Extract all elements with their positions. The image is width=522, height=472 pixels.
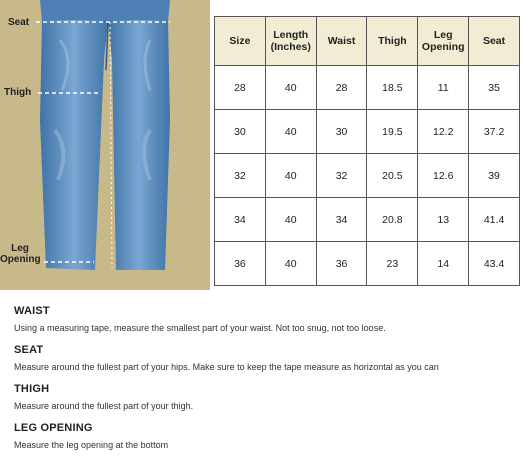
cell-length: 40 bbox=[265, 154, 316, 198]
instruction-title: SEAT bbox=[14, 344, 44, 356]
instruction-thigh bbox=[14, 383, 514, 412]
cell-thigh: 20.8 bbox=[367, 198, 418, 242]
cell-leg-opening: 12.2 bbox=[418, 110, 469, 154]
header-leg-opening bbox=[418, 17, 469, 66]
cell-leg-opening: 11 bbox=[418, 66, 469, 110]
cell-waist: 34 bbox=[316, 198, 367, 242]
cell-leg-opening: 13 bbox=[418, 198, 469, 242]
cell-thigh: 23 bbox=[367, 242, 418, 286]
table-row bbox=[215, 198, 520, 242]
header-thigh: Thigh bbox=[367, 17, 418, 66]
instruction-text: Measure around the fullest part of your thigh. bbox=[14, 401, 194, 411]
table-row bbox=[215, 154, 520, 198]
header-leg-line2: Opening bbox=[421, 41, 465, 53]
thigh-label: Thigh bbox=[4, 87, 32, 98]
header-seat: Seat bbox=[469, 17, 520, 66]
instruction-text: Measure the leg opening at the bottom bbox=[14, 440, 169, 450]
instruction-title: THIGH bbox=[14, 383, 50, 395]
jeans-illustration bbox=[0, 0, 210, 290]
cell-thigh: 19.5 bbox=[367, 110, 418, 154]
size-chart-table bbox=[214, 16, 520, 286]
cell-size: 28 bbox=[215, 66, 266, 110]
cell-size: 34 bbox=[215, 198, 266, 242]
header-length-line1: Length bbox=[273, 29, 309, 41]
cell-waist: 36 bbox=[316, 242, 367, 286]
cell-waist: 32 bbox=[316, 154, 367, 198]
table-row bbox=[215, 242, 520, 286]
cell-size: 36 bbox=[215, 242, 266, 286]
header-size: Size bbox=[215, 17, 266, 66]
cell-waist: 28 bbox=[316, 66, 367, 110]
cell-size: 30 bbox=[215, 110, 266, 154]
cell-length: 40 bbox=[265, 198, 316, 242]
cell-leg-opening: 12.6 bbox=[418, 154, 469, 198]
instruction-leg-opening bbox=[14, 422, 514, 451]
leg-opening-label-line1: Leg bbox=[11, 243, 29, 254]
measurement-instructions bbox=[14, 305, 514, 461]
instruction-text: Measure around the fullest part of your hips. Make sure to keep the tape measure as horizontal as you can bbox=[14, 362, 439, 372]
seat-label: Seat bbox=[8, 17, 30, 28]
instruction-text: Using a measuring tape, measure the smallest part of your waist. Not too snug, not too loose. bbox=[14, 323, 386, 333]
cell-waist: 30 bbox=[316, 110, 367, 154]
cell-thigh: 20.5 bbox=[367, 154, 418, 198]
instruction-waist bbox=[14, 305, 514, 334]
cell-seat: 35 bbox=[469, 66, 520, 110]
cell-thigh: 18.5 bbox=[367, 66, 418, 110]
header-length-line2: (Inches) bbox=[270, 41, 311, 53]
instruction-title: WAIST bbox=[14, 305, 50, 317]
cell-seat: 39 bbox=[469, 154, 520, 198]
header-leg-line1: Leg bbox=[433, 29, 453, 41]
cell-seat: 43.4 bbox=[469, 242, 520, 286]
table-header-row bbox=[215, 17, 520, 66]
instruction-title: LEG OPENING bbox=[14, 422, 93, 434]
instruction-seat bbox=[14, 344, 514, 373]
header-waist: Waist bbox=[316, 17, 367, 66]
cell-length: 40 bbox=[265, 66, 316, 110]
header-length bbox=[265, 17, 316, 66]
cell-seat: 41.4 bbox=[469, 198, 520, 242]
leg-opening-label-line2: Opening bbox=[0, 254, 41, 265]
cell-seat: 37.2 bbox=[469, 110, 520, 154]
table-row bbox=[215, 110, 520, 154]
leg-opening-label bbox=[0, 243, 40, 265]
cell-leg-opening: 14 bbox=[418, 242, 469, 286]
table-row bbox=[215, 66, 520, 110]
cell-length: 40 bbox=[265, 242, 316, 286]
cell-size: 32 bbox=[215, 154, 266, 198]
cell-length: 40 bbox=[265, 110, 316, 154]
